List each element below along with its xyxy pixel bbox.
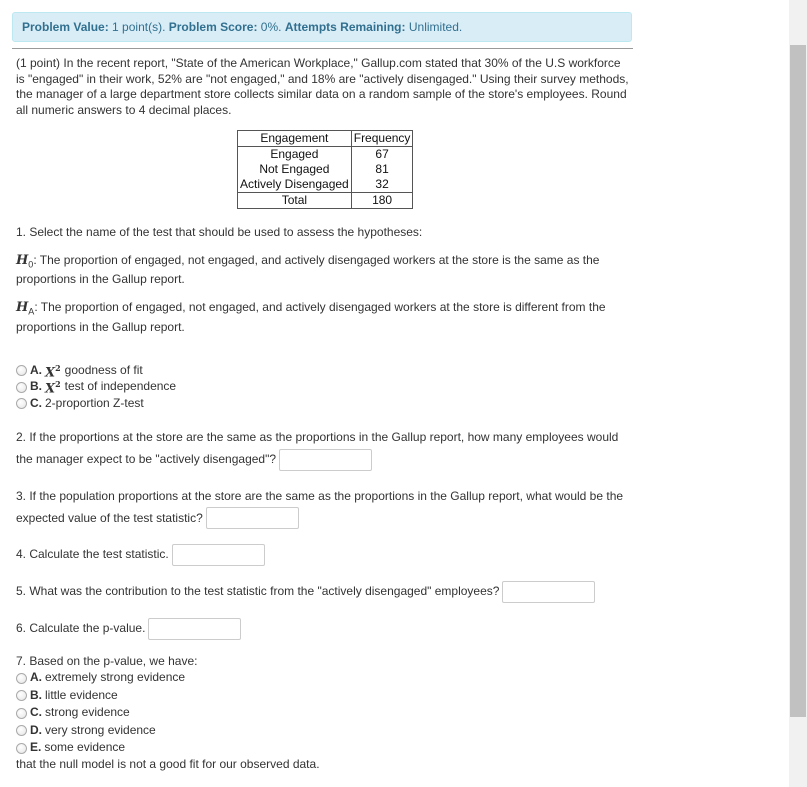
q1-option-a[interactable] bbox=[16, 362, 631, 379]
option-text: 2-proportion Z-test bbox=[45, 395, 144, 410]
question-3: 3. If the population proportions at the store are the same as the proportions in the Gallup report, what would be the expected value of the test statistic? bbox=[16, 485, 631, 530]
option-text: strong evidence bbox=[45, 705, 130, 720]
radio-button[interactable] bbox=[16, 365, 27, 376]
score-text: 0%. bbox=[260, 20, 282, 34]
table-row bbox=[238, 177, 413, 193]
q1-option-c[interactable] bbox=[16, 395, 631, 412]
radio-button[interactable] bbox=[16, 708, 27, 719]
radio-button[interactable] bbox=[16, 673, 27, 684]
radio-button[interactable] bbox=[16, 382, 27, 393]
h0-text: : The proportion of engaged, not engaged, and actively disengaged workers at the store is the same as the proportions in the Gallup report. bbox=[16, 252, 600, 287]
table-cell: Total bbox=[238, 193, 352, 209]
q2-answer-input[interactable] bbox=[279, 449, 372, 471]
question-5: 5. What was the contribution to the test statistic from the "actively disengaged" employees? bbox=[16, 580, 631, 603]
alternative-hypothesis bbox=[16, 300, 631, 335]
option-letter: C. bbox=[30, 395, 42, 410]
question-7-footer: that the null model is not a good fit for our observed data. bbox=[16, 756, 320, 771]
ha-symbol: H bbox=[16, 299, 29, 315]
question-1: 1. Select the name of the test that should be used to assess the hypotheses: bbox=[16, 225, 423, 239]
question-7-text: 7. Based on the p-value, we have: bbox=[16, 653, 198, 668]
q7-option-c[interactable] bbox=[16, 704, 631, 722]
question-4: 4. Calculate the test statistic. bbox=[16, 543, 631, 566]
problem-body bbox=[16, 56, 631, 772]
table-cell: Actively Disengaged bbox=[238, 177, 352, 193]
q3-answer-input[interactable] bbox=[206, 507, 299, 529]
q6-answer-input[interactable] bbox=[148, 618, 241, 640]
q5-answer-input[interactable] bbox=[502, 581, 595, 603]
table-header: Frequency bbox=[351, 131, 413, 147]
ha-subscript: A bbox=[28, 306, 35, 317]
option-text: some evidence bbox=[44, 740, 126, 755]
option-letter: B. bbox=[30, 379, 42, 394]
attempts-label: Attempts Remaining: bbox=[284, 20, 406, 34]
q4-answer-input[interactable] bbox=[172, 544, 265, 566]
option-letter: E. bbox=[30, 740, 42, 755]
problem-intro: (1 point) In the recent report, "State of the American Workplace," Gallup.com stated that 30% of the U.S workforce is "engaged" in their work, 52% are "not engaged," and 18% are "actively disengaged." Using their survey methods, the manager of a large department store collects similar data on a random sample of the store's employees. Round all numeric answers to 4 decimal places. bbox=[16, 56, 629, 117]
table-row bbox=[238, 193, 413, 209]
option-letter: D. bbox=[30, 722, 42, 737]
table-cell: 180 bbox=[351, 193, 413, 209]
question-7 bbox=[16, 654, 631, 773]
option-letter: C. bbox=[30, 705, 42, 720]
option-text: test of independence bbox=[64, 379, 177, 394]
question-2: 2. If the proportions at the store are the same as the proportions in the Gallup report, how many employees would the manager expect to be "actively disengaged"? bbox=[16, 426, 631, 471]
value-label: Problem Value: bbox=[22, 20, 109, 34]
q7-option-b[interactable] bbox=[16, 687, 631, 705]
table-cell: 32 bbox=[351, 177, 413, 193]
h0-subscript: 0 bbox=[28, 258, 34, 269]
option-text: goodness of fit bbox=[64, 362, 143, 377]
table-header: Engagement bbox=[238, 131, 352, 147]
q7-option-d[interactable] bbox=[16, 722, 631, 740]
attempts-text: Unlimited. bbox=[408, 20, 463, 34]
table-row bbox=[238, 147, 413, 163]
frequency-table bbox=[237, 130, 413, 209]
option-letter: A. bbox=[30, 362, 42, 377]
option-letter: A. bbox=[30, 670, 42, 685]
option-letter: B. bbox=[30, 687, 42, 702]
header-divider bbox=[12, 48, 633, 49]
radio-button[interactable] bbox=[16, 743, 27, 754]
table-cell: Engaged bbox=[238, 147, 352, 163]
chi-square-symbol: $X^2$ bbox=[45, 362, 61, 380]
q7-option-e[interactable] bbox=[16, 739, 631, 757]
score-label: Problem Score: bbox=[168, 20, 258, 34]
option-text: extremely strong evidence bbox=[45, 670, 186, 685]
chi-square-symbol: $X^2$ bbox=[45, 379, 61, 397]
page-scrollbar[interactable] bbox=[789, 0, 807, 787]
table-cell: Not Engaged bbox=[238, 162, 352, 177]
question-6: 6. Calculate the p-value. bbox=[16, 617, 631, 640]
table-cell: 81 bbox=[351, 162, 413, 177]
scrollbar-thumb[interactable] bbox=[790, 45, 806, 717]
value-text: 1 point(s). bbox=[112, 20, 166, 34]
ha-text: : The proportion of engaged, not engaged, and actively disengaged workers at the store is different from the proportions in the Gallup report. bbox=[16, 299, 606, 334]
table-cell: 67 bbox=[351, 147, 413, 163]
q1-options bbox=[16, 362, 631, 412]
option-text: little evidence bbox=[45, 687, 118, 702]
radio-button[interactable] bbox=[16, 725, 27, 736]
table-row bbox=[238, 162, 413, 177]
q7-option-a[interactable] bbox=[16, 669, 631, 687]
null-hypothesis bbox=[16, 253, 631, 288]
problem-info-banner bbox=[12, 12, 632, 42]
radio-button[interactable] bbox=[16, 690, 27, 701]
q1-option-b[interactable] bbox=[16, 379, 631, 396]
h0-symbol: H bbox=[16, 252, 29, 268]
option-text: very strong evidence bbox=[45, 722, 156, 737]
radio-button[interactable] bbox=[16, 398, 27, 409]
